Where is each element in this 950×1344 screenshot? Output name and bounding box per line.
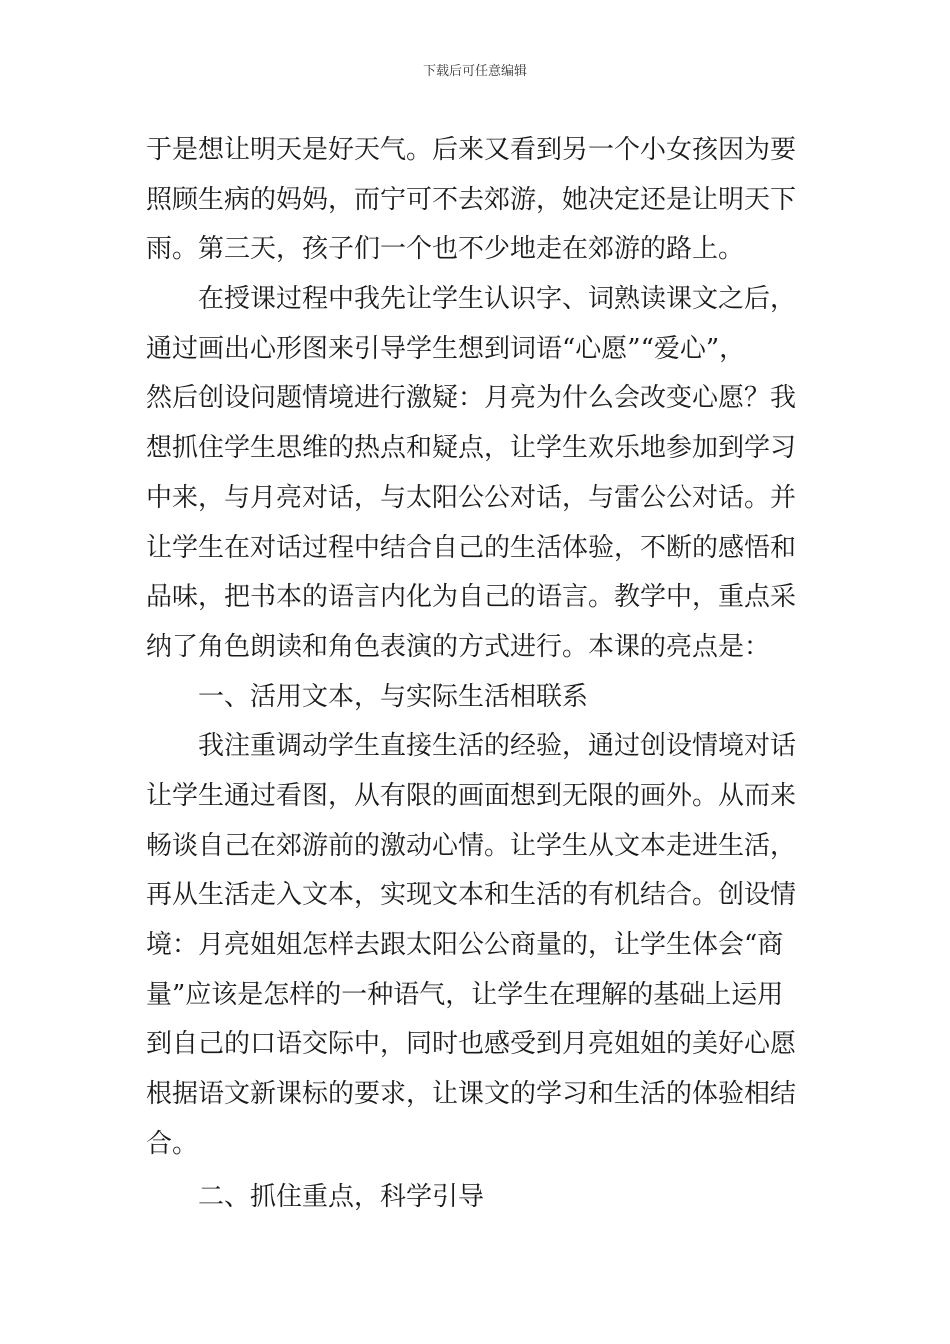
text-line: 境：月亮姐姐怎样去跟太阳公公商量的，让学生体会“商 [146, 930, 784, 960]
text-line: 品味，把书本的语言内化为自己的语言。教学中，重点采 [146, 582, 797, 613]
text-line: 照顾生病的妈妈，而宁可不去郊游，她决定还是让明天下 [146, 184, 797, 215]
paragraph-start-line: 我注重调动学生直接生活的经验，通过创设情境对话 [198, 731, 797, 762]
document-body [146, 126, 806, 1223]
text-line: 让学生通过看图，从有限的画面想到无限的画外。从而来 [146, 780, 797, 811]
paragraph-start-line: 在授课过程中我先让学生认识字、词熟读课文之后， [198, 284, 797, 315]
section-heading-1: 一、活用文本，与实际生活相联系 [198, 681, 589, 712]
text-line: 再从生活走入文本，实现文本和生活的有机结合。创设情 [146, 880, 797, 911]
text-line: 于是想让明天是好天气。后来又看到另一个小女孩因为要 [146, 135, 797, 165]
page-header: 下载后可任意编辑 [422, 64, 527, 79]
text-line: 想抓住学生思维的热点和疑点，让学生欢乐地参加到学习 [146, 433, 797, 464]
text-line: 到自己的口语交际中，同时也感受到月亮姐姐的美好心愿 [146, 1029, 797, 1060]
text-line: 合。 [146, 1128, 199, 1159]
section-heading-2: 二、抓住重点，科学引导 [198, 1182, 485, 1213]
text-line: 中来，与月亮对话，与太阳公公对话，与雷公公对话。并 [146, 482, 797, 513]
text-line: 量”应该是怎样的一种语气，让学生在理解的基础上运用 [146, 979, 784, 1010]
text-line: 通过画出心形图来引导学生想到词语“心愿”“爱心”， [146, 333, 746, 364]
text-line: 纳了角色朗读和角色表演的方式进行。本课的亮点是： [146, 631, 771, 662]
text-line: 让学生在对话过程中结合自己的生活体验，不断的感悟和 [146, 532, 797, 563]
text-line: 根据语文新课标的要求，让课文的学习和生活的体验相结 [146, 1079, 797, 1110]
text-line: 雨。第三天，孩子们一个也不少地走在郊游的路上。 [146, 234, 745, 265]
text-line: 畅谈自己在郊游前的激动心情。让学生从文本走进生活， [146, 830, 797, 861]
text-line: 然后创设问题情境进行激疑：月亮为什么会改变心愿？我 [146, 383, 797, 414]
